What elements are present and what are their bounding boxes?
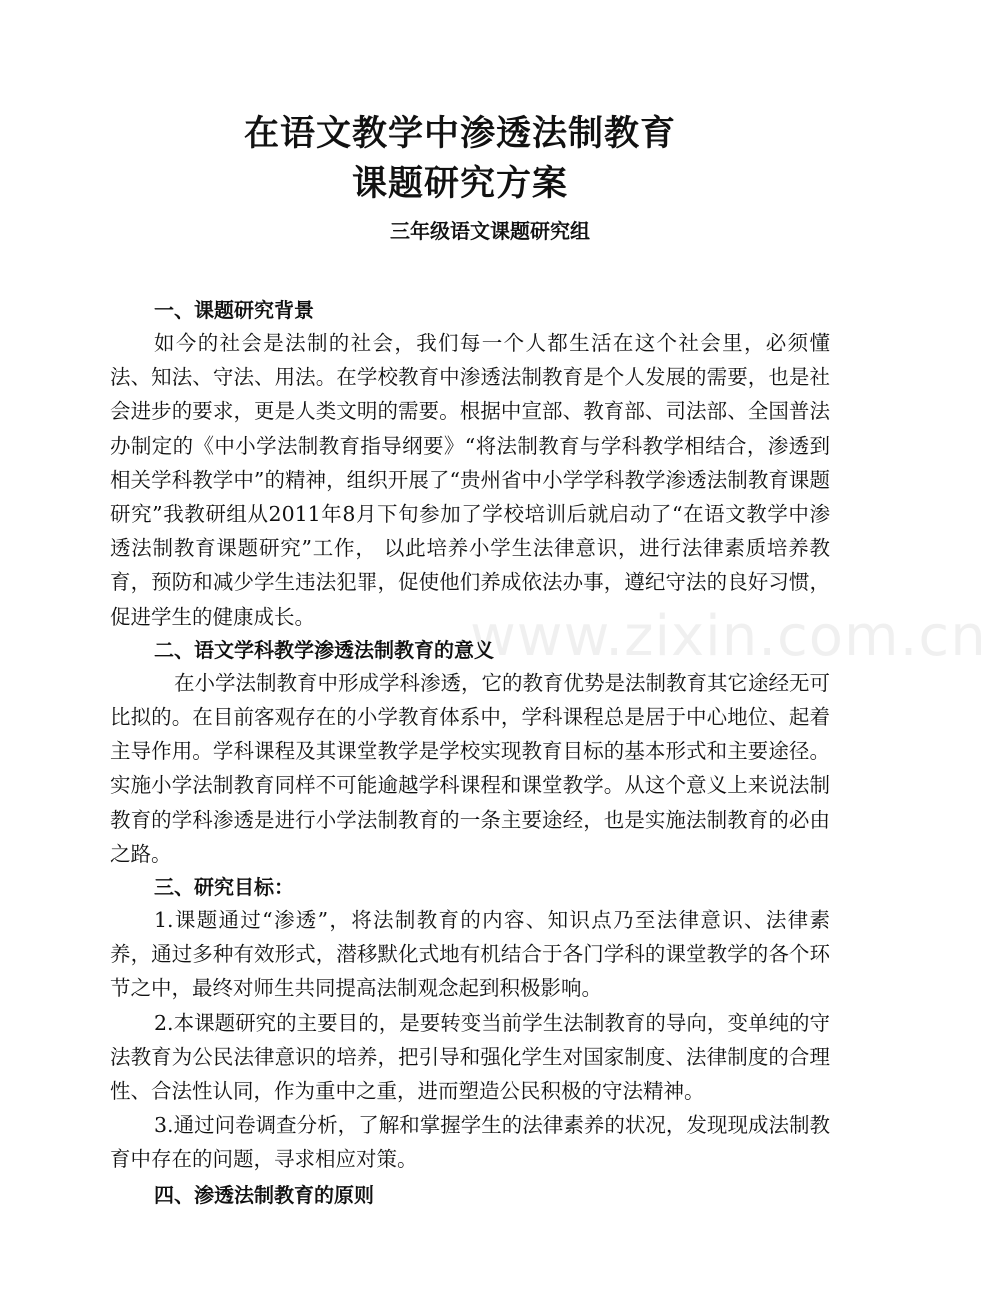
section-heading-principles: 四、渗透法制教育的原则 — [154, 1182, 374, 1207]
section-paragraph-background: 如今的社会是法制的社会，我们每一个人都生活在这个社会里，必须懂法、知法、守法、用法。在学校教育中渗透法制教育是个人发展的需要，也是社会进步的要求，更是人类文明的需要。根据中宣部、教育部、司法部、全国普法办制定的《中小学法制教育指导纲要》“将法制教育与学科教学相结合，渗透到相关学科教学中”的精神，组织开展了“贵州省中小学学科教学渗透法制教育课题研究”我教研组从2011年8月下旬参加了学校培训后就启动了“在语文教学中渗透法制教育课题研究”工作， 以此培养小学生法律意识，进行法律素质培养教育，预防和减少学生违法犯罪，促使他们养成依法办事，遵纪守法的良好习惯，促进学生的健康成长。 — [110, 331, 830, 629]
goal-item-2: 2.本课题研究的主要目的，是要转变当前学生法制教育的导向，变单纯的守法教育为公民法律意识的培养，把引导和强化学生对国家制度、法律制度的合理性、合法性认同，作为重中之重，进而塑造公民积极的守法精神。 — [110, 1010, 830, 1104]
goal-item-1: 1.课题通过“渗透”，将法制教育的内容、知识点乃至法律意识、法律素养，通过多种有效形式，潜移默化式地有机结合于各门学科的课堂教学的各个环节之中，最终对师生共同提高法制观念起到积极影响。 — [110, 908, 830, 1001]
document-title-line1: 在语文教学中渗透法制教育 — [243, 114, 676, 154]
document-subtitle: 三年级语文课题研究组 — [390, 219, 590, 243]
watermark: www.zixin.com.cn — [470, 604, 987, 669]
section-paragraph-significance: 在小学法制教育中形成学科渗透，它的教育优势是法制教育其它途经无可比拟的。在目前客观存在的小学教育体系中，学科课程总是居于中心地位、起着主导作用。学科课程及其课堂教学是学校实现教育目标的基本形式和主要途径。实施小学法制教育同样不可能逾越学科课程和课堂教学。从这个意义上来说法制教育的学科渗透是进行小学法制教育的一条主要途经，也是实施法制教育的必由之路。 — [110, 670, 830, 866]
document-title-line2: 课题研究方案 — [351, 164, 568, 204]
goal-item-3: 3.通过问卷调查分析，了解和掌握学生的法律素养的状况，发现现成法制教育中存在的问题，寻求相应对策。 — [110, 1113, 830, 1172]
section-heading-background: 一、课题研究背景 — [154, 298, 314, 322]
document-body — [110, 294, 830, 1211]
section-heading-significance: 二、语文学科教学渗透法制教育的意义 — [154, 637, 494, 662]
section-heading-goals: 三、研究目标： — [154, 875, 294, 900]
